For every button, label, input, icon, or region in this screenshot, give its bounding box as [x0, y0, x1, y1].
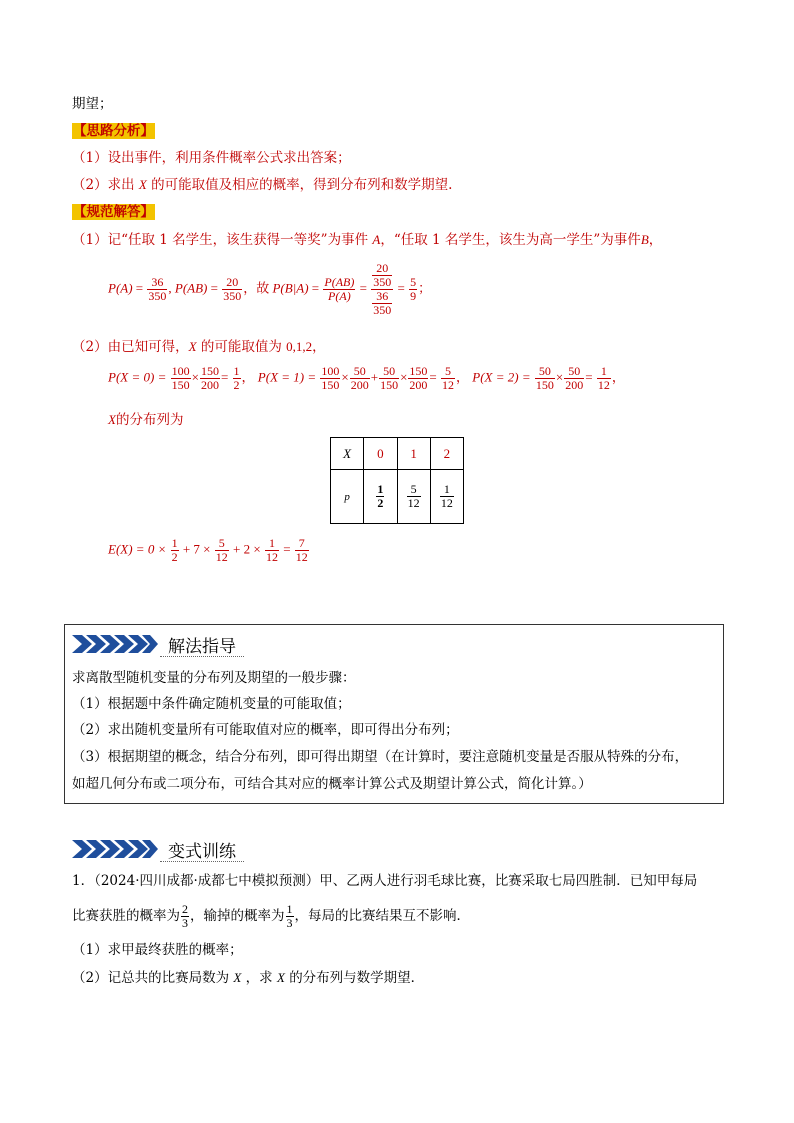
solution-part2-text: （2）由已知可得，X 的可能取值为 0,1,2，	[72, 339, 326, 355]
method-line-3: （2）求出随机变量所有可能取值对应的概率，即可得出分布列；	[72, 722, 459, 738]
table-header-1: 1	[397, 438, 430, 470]
method-guide-title: 解法指导	[168, 637, 236, 657]
table-header-0: 0	[364, 438, 397, 470]
conditional-probability-formula: P(A) = $\frac{36}{350}$ , P(AB) = $\frac{20}{350}$ ，故 P(B|A) = $\frac{P(AB)}{P(A)}$ = $\frac{\frac{20}{350}}{\frac{36}{350}}$ = $\frac{5}{9}$ ；	[108, 261, 432, 317]
solution-part1-text: （1）记“任取 1 名学生，该生获得一等奖”为事件 A，“任取 1 名学生，该生为高一学生”为事件B，	[72, 232, 663, 248]
variant-subquestion-1: （1）求甲最终获胜的概率；	[72, 942, 243, 958]
intro-tail: 期望；	[72, 96, 113, 112]
variant-subquestion-2: （2）记总共的比赛局数为 X ，求 X 的分布列与数学期望．	[72, 970, 425, 986]
expectation-formula: E(X) = 0 × $\frac{1}{2}$ + 7 × $\frac{5}{12}$ + 2 × $\frac{1}{12}$ = $\frac{7}{12}$	[108, 536, 308, 564]
method-line-4: （3）根据期望的概念，结合分布列，即可得出期望（在计算时，要注意随机变量是否服从特殊的分布，	[72, 749, 689, 765]
table-header-2: 2	[430, 438, 463, 470]
variant-question-line1: 1．（2024·四川成都·成都七中模拟预测）甲、乙两人进行羽毛球比赛，比赛采取七局四胜制．已知甲每局	[72, 873, 698, 889]
method-line-1: 求离散型随机变量的分布列及期望的一般步骤：	[72, 670, 356, 686]
distribution-table	[330, 437, 464, 524]
table-cell-p0: $\frac{1}{2}$	[364, 470, 397, 524]
analysis-heading: 【思路分析】	[73, 123, 154, 139]
table-cell-p2: $\frac{1}{12}$	[430, 470, 463, 524]
table-header-x: X	[331, 438, 364, 470]
variant-question-line2: 比赛获胜的概率为 $\frac{2}{3}$ ，输掉的概率为 $\frac{1}{3}$ ，每局的比赛结果互不影响．	[72, 902, 470, 930]
method-line-2: （1）根据题中条件确定随机变量的可能取值；	[72, 696, 351, 712]
variant-training-title: 变式训练	[168, 842, 236, 862]
method-title-underline	[160, 656, 244, 657]
solution-heading: 【规范解答】	[73, 204, 154, 220]
method-chevron-icon	[72, 633, 160, 655]
distribution-label: X的分布列为	[108, 412, 184, 428]
analysis-item-1: （1）设出事件，利用条件概率公式求出答案；	[72, 150, 351, 166]
variant-title-underline	[160, 861, 244, 862]
probability-values-line: P(X = 0) = $\frac{100}{150}$ × $\frac{150}{200}$ = $\frac{1}{2}$ ， P(X = 1) = $\frac{100}{150}$ × $\frac{50}{200}$ + $\frac{50}{150}$ × $\frac{150}{200}$ = $\frac{5}{12}$ ， P(X = 2) = $\frac{50}{150}$ × $\frac{50}{200}$ = $\frac{1}{12}$ ，	[108, 364, 625, 392]
table-row-p: p	[331, 470, 364, 524]
analysis-item-2: （2）求出 X 的可能取值及相应的概率，得到分布列和数学期望.	[72, 177, 453, 193]
variant-chevron-icon	[72, 838, 160, 860]
method-line-5: 如超几何分布或二项分布，可结合其对应的概率计算公式及期望计算公式，简化计算。）	[72, 776, 592, 792]
table-cell-p1: $\frac{5}{12}$	[397, 470, 430, 524]
